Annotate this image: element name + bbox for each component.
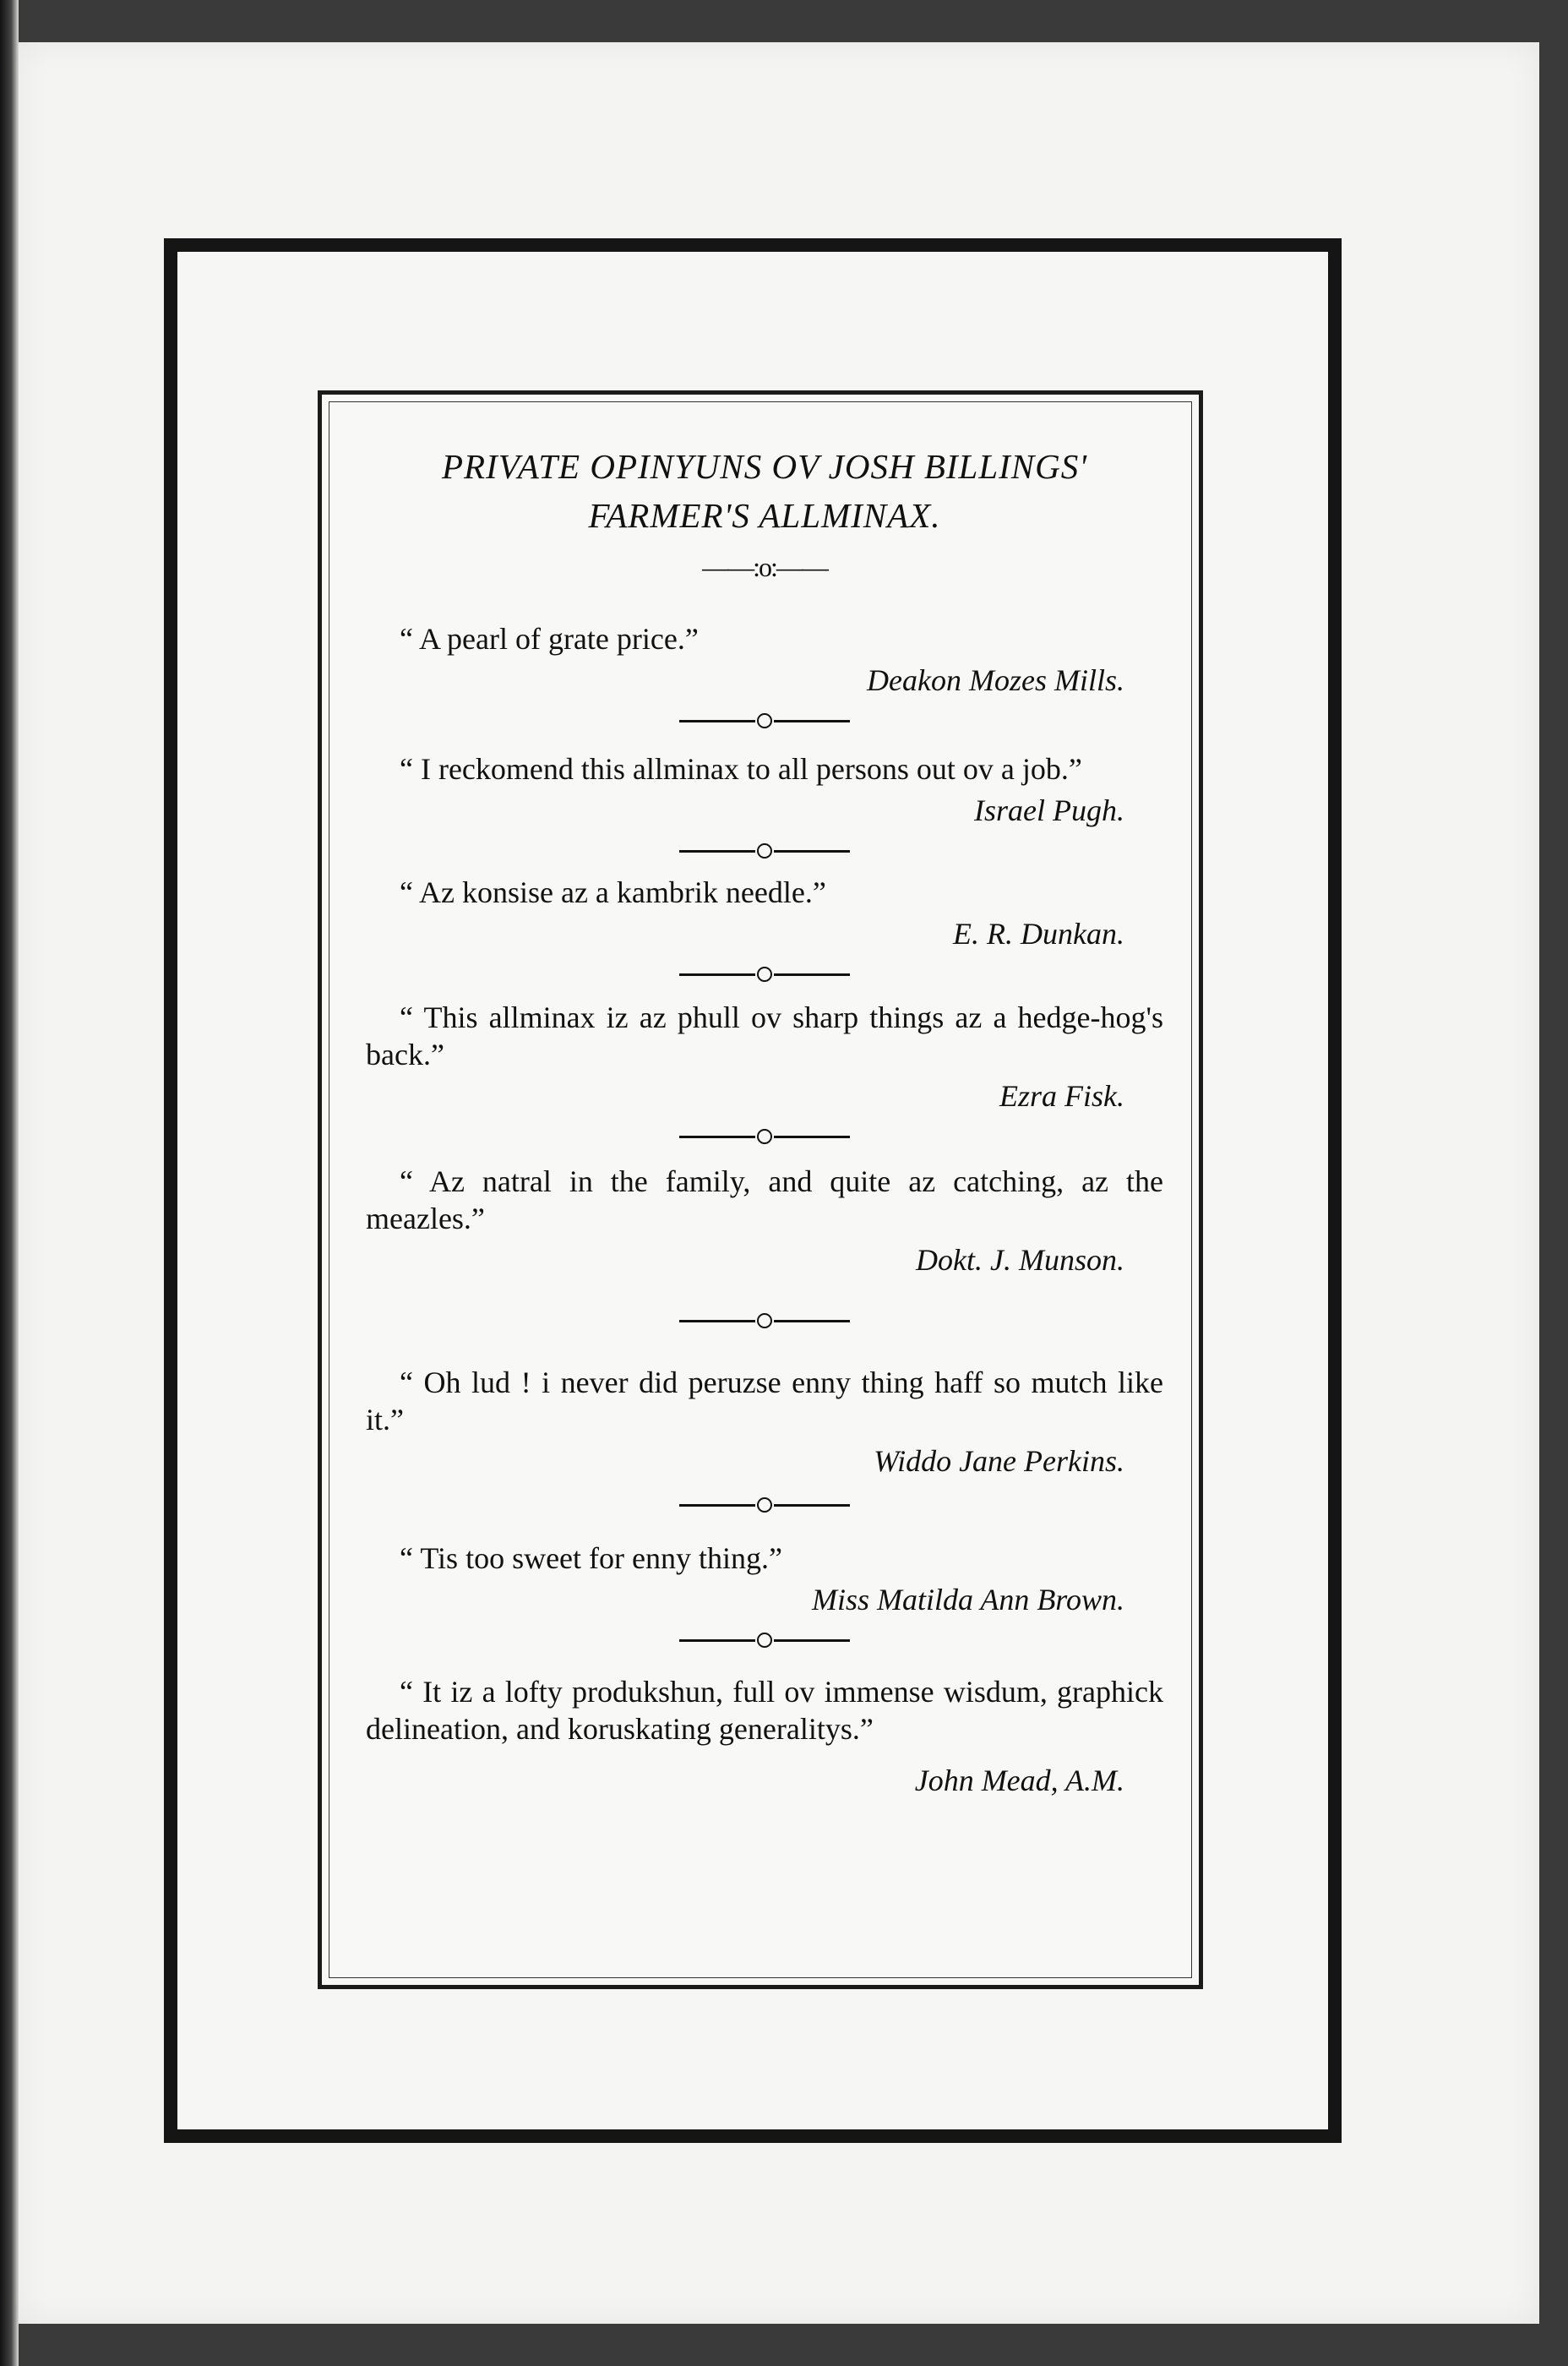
testimonial-author: Israel Pugh. (974, 793, 1124, 827)
testimonial-author: Miss Matilda Ann Brown. (811, 1583, 1124, 1616)
ornament-divider (366, 1122, 1163, 1151)
testimonial (366, 874, 1163, 955)
testimonial-quote: “ Oh lud ! i never did peruzse enny thing haff so mutch like it.” (366, 1366, 1163, 1436)
testimonial-quote: “ It iz a lofty produkshun, full ov immense wisdum, graphick delineation, and koruskating generalitys.” (366, 1675, 1163, 1746)
testimonial-quote: “ This allminax iz az phull ov sharp things az a hedge-hog's back.” (366, 1000, 1163, 1071)
testimonial-quote: “ I reckomend this allminax to all persons out ov a job.” (400, 752, 1082, 786)
testimonial (366, 1163, 1163, 1281)
testimonial-author: John Mead, A.M. (914, 1764, 1124, 1797)
testimonial (366, 1364, 1163, 1482)
testimonial-author: Dokt. J. Munson. (916, 1243, 1124, 1277)
testimonial (366, 750, 1163, 831)
book-spine-edge (0, 0, 19, 2366)
testimonial-author: E. R. Dunkan. (953, 917, 1124, 951)
page-title-line-2: FARMER'S ALLMINAX. (588, 496, 941, 535)
testimonial-quote: “ A pearl of grate price.” (400, 622, 699, 656)
ornament-divider (366, 1626, 1163, 1655)
page-content (366, 442, 1163, 1807)
testimonial-quote: “ Az konsise az a kambrik needle.” (400, 875, 826, 909)
testimonial (366, 620, 1163, 701)
testimonial-quote: “ Az natral in the family, and quite az catching, az the meazles.” (366, 1164, 1163, 1235)
page-title-line-1: PRIVATE OPINYUNS OV JOSH BILLINGS' (441, 447, 1088, 486)
ornament-divider (366, 1491, 1163, 1519)
testimonial-author: Deakon Mozes Mills. (867, 663, 1124, 697)
title-separator: ——:o:—— (702, 552, 827, 582)
testimonial-quote: “ Tis too sweet for enny thing.” (400, 1541, 782, 1575)
testimonial (366, 1540, 1163, 1621)
testimonial (366, 1673, 1163, 1802)
testimonial-author: Widdo Jane Perkins. (874, 1444, 1124, 1478)
inner-border-frame (318, 390, 1203, 1989)
ornament-divider (366, 837, 1163, 865)
ornament-divider (366, 1306, 1163, 1335)
ornament-divider (366, 706, 1163, 735)
testimonial-author: Ezra Fisk. (999, 1079, 1124, 1113)
ornament-divider (366, 960, 1163, 989)
testimonial (366, 999, 1163, 1117)
